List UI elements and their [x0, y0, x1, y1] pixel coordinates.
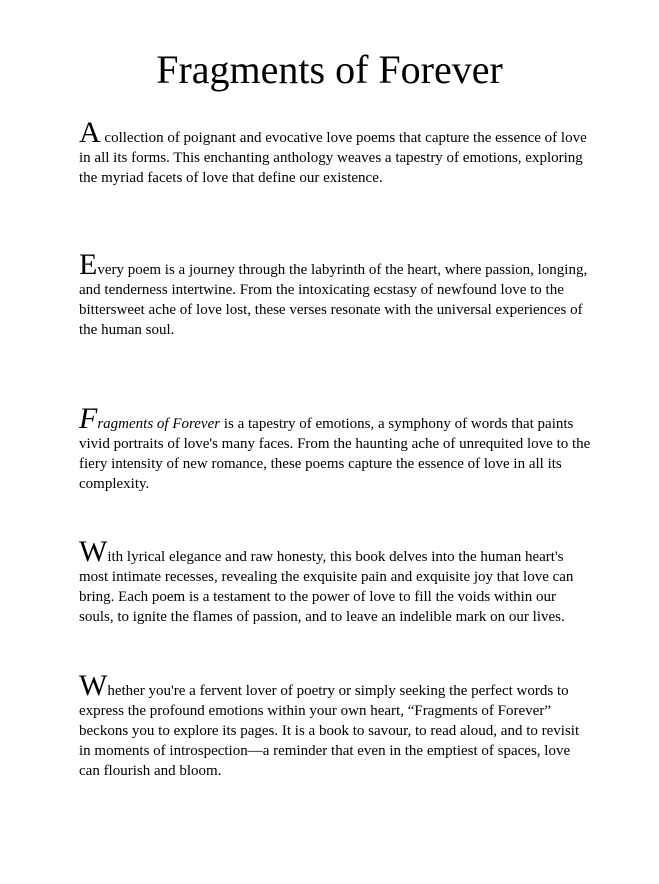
paragraph-text: ith lyrical elegance and raw honesty, this book delves into the human heart's most intimate recesses, revealing the exquisite pain and exquisite joy that love can bring. Each poem is a testament to the power of love to fill the voids within our souls, to ignite the flames of passion, and to leave an indelible mark on our lives. [79, 549, 574, 625]
paragraph-journey [79, 248, 594, 340]
paragraph-tapestry [79, 402, 594, 494]
drop-cap: W [79, 535, 108, 568]
paragraph-closing [79, 669, 594, 781]
page-title: Fragments of Forever [156, 47, 503, 92]
paragraph-text: hether you're a fervent lover of poetry or simply seeking the perfect words to express the profound emotions within your own heart, “Fragments of Forever” beckons you to explore its pages. It is a book to savour, to read aloud, and to revisit in moments of introspection—a reminder that even in the emptiest of spaces, love can flourish and bloom. [79, 683, 580, 779]
drop-cap: W [79, 669, 108, 702]
drop-cap: E [79, 248, 98, 281]
paragraph-intro [79, 116, 594, 188]
paragraph-elegance [79, 535, 594, 627]
paragraph-text: collection of poignant and evocative love poems that capture the essence of love in all its forms. This enchanting anthology weaves a tapestry of emotions, exploring the myriad facets of love that define our existence. [79, 130, 587, 186]
book-title-italic: ragments of Forever [97, 416, 221, 432]
book-description [79, 116, 594, 781]
drop-cap: A [79, 116, 101, 149]
paragraph-text: very poem is a journey through the labyrinth of the heart, where passion, longing, and tenderness intertwine. From the intoxicating ecstasy of newfound love to the bittersweet ache of love lost, these verses resonate with the universal experiences of the human soul. [79, 262, 588, 338]
paragraph-text: is a tapestry of emotions, a symphony of words that paints vivid portraits of love's many faces. From the haunting ache of unrequited love to the fiery intensity of new romance, these poems capture the essence of love in all its complexity. [79, 416, 591, 492]
drop-cap: F [79, 402, 98, 435]
